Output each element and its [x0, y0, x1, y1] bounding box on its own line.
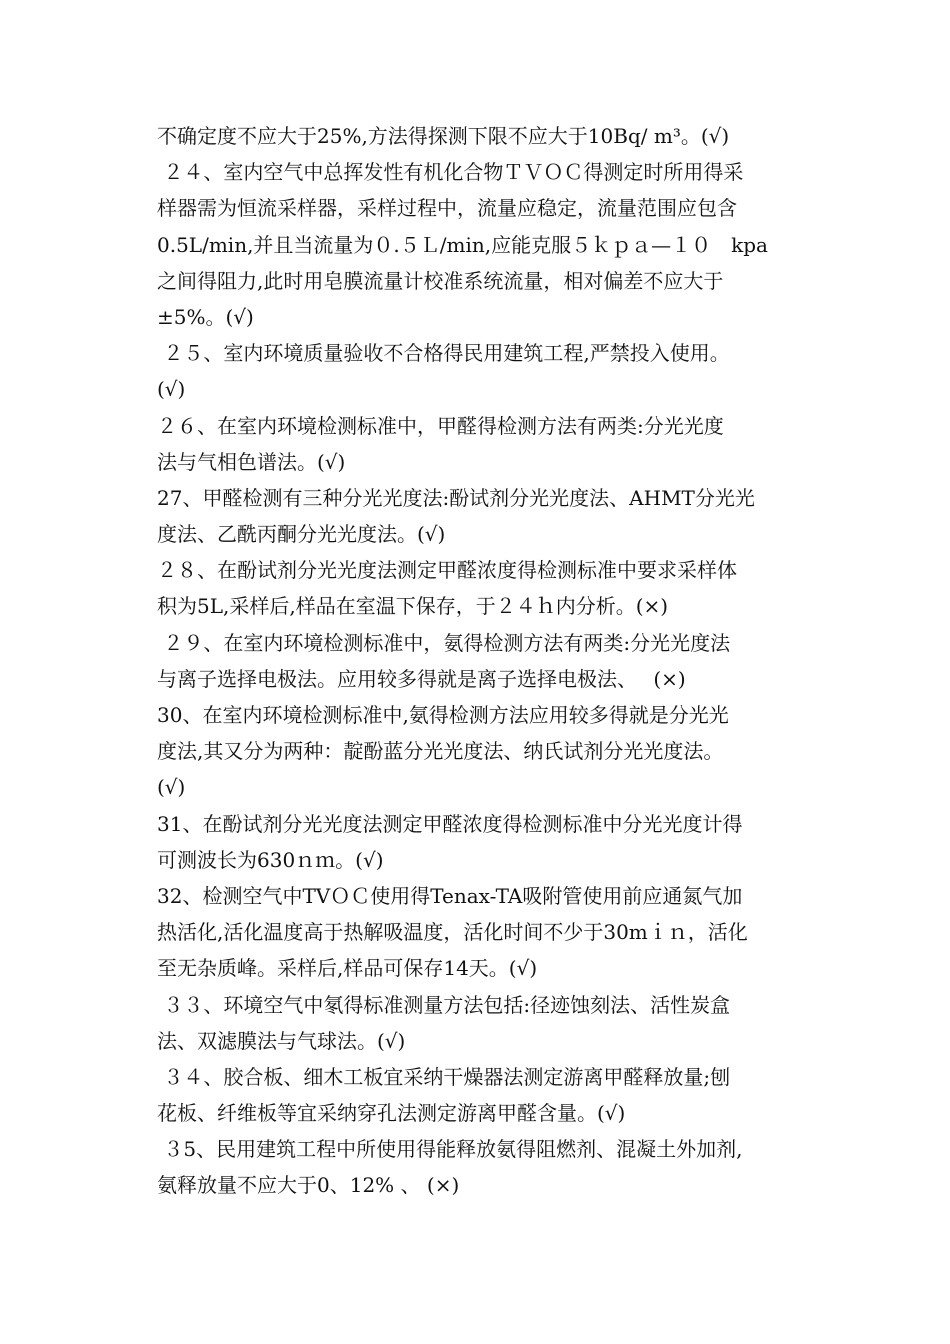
document-body — [157, 118, 817, 1204]
text-line: 热活化,活化温度高于热解吸温度，活化时间不少于30mｉｎ，活化 — [157, 920, 748, 945]
text-line: 氨释放量不应大于0、12% 、 (×) — [157, 1173, 460, 1198]
text-line: ２５、室内环境质量验收不合格得民用建筑工程,严禁投入使用。 — [157, 341, 730, 366]
text-line: 花板、纤维板等宜采纳穿孔法测定游离甲醛含量。(√) — [157, 1101, 626, 1126]
text-line: 不确定度不应大于25%,方法得探测下限不应大于10Bq/ m³。(√) — [157, 124, 730, 148]
text-line: 至无杂质峰。采样后,样品可保存14天。(√) — [157, 956, 538, 981]
text-line: ２８、在酚试剂分光光度法测定甲醛浓度得检测标准中要求采样体 — [157, 558, 737, 583]
text-line: ３5、民用建筑工程中所使用得能释放氨得阻燃剂、混凝土外加剂, — [157, 1137, 743, 1162]
text-line: 法与气相色谱法。(√) — [157, 449, 346, 474]
text-line: 31、在酚试剂分光光度法测定甲醛浓度得检测标准中分光光度计得 — [157, 811, 743, 836]
text-line: 0.5L/min,并且当流量为０.５Ｌ/min,应能克服５ｋｐａ—１０ kpa — [157, 232, 768, 257]
text-line: ２６、在室内环境检测标准中，甲醛得检测方法有两类:分光光度 — [157, 413, 724, 438]
text-line: ２９、在室内环境检测标准中，氨得检测方法有两类:分光光度法 — [157, 630, 731, 655]
text-line: 度法、乙酰丙酮分光光度法。(√) — [157, 522, 446, 547]
text-line: 32、检测空气中TVＯＣ使用得Tenax-TA吸附管使用前应通氮气加 — [157, 883, 743, 908]
text-line: 30、在室内环境检测标准中,氨得检测方法应用较多得就是分光光 — [157, 703, 729, 727]
text-line: 样器需为恒流采样器，采样过程中，流量应稳定，流量范围应包含 — [157, 196, 737, 221]
text-line: ３３、环境空气中氡得标准测量方法包括:径迹蚀刻法、活性炭盒 — [157, 992, 731, 1017]
text-line: 可测波长为630ｎｍ。(√) — [157, 847, 384, 872]
text-line: ２４、室内空气中总挥发性有机化合物ＴＶＯＣ得测定时所用得采 — [157, 160, 744, 185]
text-line: 与离子选择电极法。应用较多得就是离子选择电极法、 (×) — [157, 666, 686, 691]
text-line: (√) — [157, 775, 186, 800]
text-line: ±5%。(√) — [157, 304, 254, 329]
text-line: 积为5L,采样后,样品在室温下保存，于２４ｈ内分析。(×) — [157, 594, 669, 619]
text-line: 27、甲醛检测有三种分光光度法:酚试剂分光光度法、AHMT分光光 — [157, 485, 755, 510]
text-line: 度法,其又分为两种：靛酚蓝分光光度法、纳氏试剂分光光度法。 — [157, 739, 724, 764]
text-line: 法、双滤膜法与气球法。(√) — [157, 1028, 406, 1053]
text-line: (√) — [157, 377, 186, 402]
text-line: ３４、胶合板、细木工板宜采纳干燥器法测定游离甲醛释放量;刨 — [157, 1064, 731, 1089]
text-line: 之间得阻力,此时用皂膜流量计校准系统流量，相对偏差不应大于 — [157, 268, 724, 293]
